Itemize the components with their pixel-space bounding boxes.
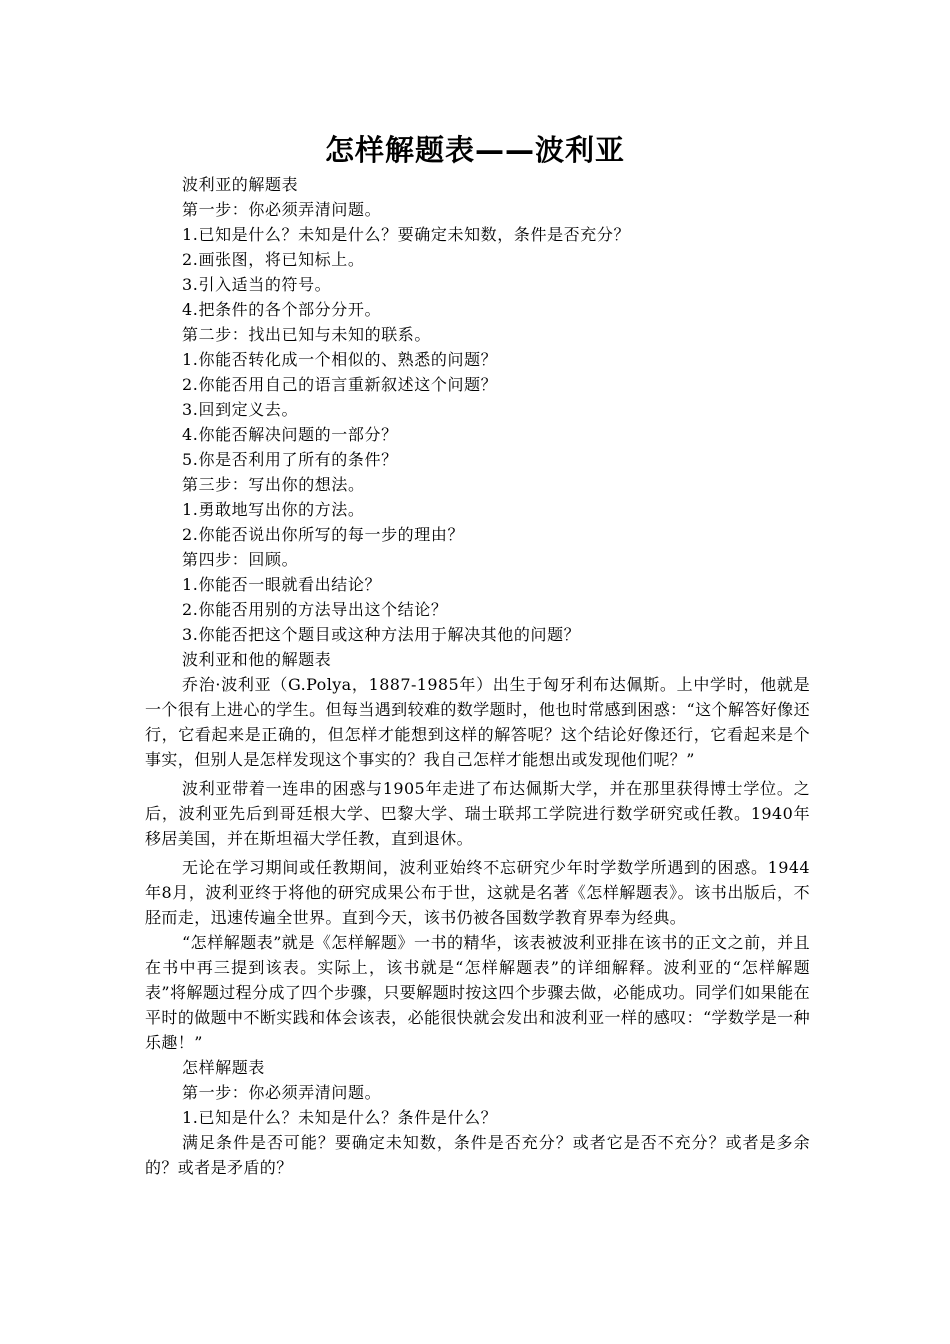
- list-item: 3.回到定义去。: [182, 400, 299, 419]
- list-item: 4.把条件的各个部分分开。: [182, 300, 382, 319]
- body-paragraph: 波利亚带着一连串的困惑与1905年走进了布达佩斯大学，并在那里获得博士学位。之后，波利亚先后到哥廷根大学、巴黎大学、瑞士联邦工学院进行数学研究或任教。1940年移居美国，并在斯坦福大学任教，直到退休。: [145, 779, 810, 848]
- document-title: 怎样解题表——波利亚: [324, 133, 625, 167]
- step-heading: 第三步：写出你的想法。: [182, 475, 365, 494]
- section-heading: 波利亚的解题表: [182, 175, 299, 194]
- section-heading: 波利亚和他的解题表: [182, 650, 332, 669]
- list-item: 1.勇敢地写出你的方法。: [182, 500, 365, 519]
- step-heading: 第二步：找出已知与未知的联系。: [182, 325, 432, 344]
- list-item: 2.你能否用自己的语言重新叙述这个问题？: [182, 375, 498, 394]
- list-item: 3.你能否把这个题目或这种方法用于解决其他的问题？: [182, 625, 581, 644]
- list-item: 1.已知是什么？未知是什么？条件是什么？: [182, 1108, 498, 1127]
- list-item: 4.你能否解决问题的一部分？: [182, 425, 398, 444]
- document-body: [145, 172, 810, 1180]
- list-item: 2.你能否用别的方法导出这个结论？: [182, 600, 448, 619]
- section-heading: 怎样解题表: [182, 1058, 266, 1077]
- list-item: 1.你能否转化成一个相似的、熟悉的问题？: [182, 350, 498, 369]
- step-heading: 第四步：回顾。: [182, 550, 299, 569]
- list-item: 1.你能否一眼就看出结论？: [182, 575, 382, 594]
- list-item: 1.已知是什么？未知是什么？要确定未知数，条件是否充分？: [182, 225, 631, 244]
- step-heading: 第一步：你必须弄清问题。: [182, 1083, 382, 1102]
- list-item: 5.你是否利用了所有的条件？: [182, 450, 398, 469]
- body-paragraph: “怎样解题表”就是《怎样解题》一书的精华，该表被波利亚排在该书的正文之前，并且在书中再三提到该表。实际上，该书就是“怎样解题表”的详细解释。波利亚的“怎样解题表”将解题过程分成了四个步骤，只要解题时按这四个步骤去做，必能成功。同学们如果能在平时的做题中不断实践和体会该表，必能很快就会发出和波利亚一样的感叹：“学数学是一种乐趣！”: [145, 933, 810, 1052]
- body-paragraph: 无论在学习期间或任教期间，波利亚始终不忘研究少年时学数学所遇到的困惑。1944年8月，波利亚终于将他的研究成果公布于世，这就是名著《怎样解题表》。该书出版后，不胫而走，迅速传遍全世界。直到今天，该书仍被各国数学教育界奉为经典。: [145, 858, 810, 927]
- body-paragraph: 满足条件是否可能？要确定未知数，条件是否充分？或者它是否不充分？或者是多余的？或者是矛盾的？: [145, 1133, 810, 1177]
- body-paragraph: 乔治·波利亚（G.Polya，1887-1985年）出生于匈牙利布达佩斯。上中学时，他就是一个很有上进心的学生。但每当遇到较难的数学题时，他也时常感到困惑：“这个解答好像还行，它看起来是正确的，但怎样才能想到这样的解答呢？这个结论好像还行，它看起来是个事实，但别人是怎样发现这个事实的？我自己怎样才能想出或发现他们呢？”: [145, 675, 810, 769]
- list-item: 2.画张图，将已知标上。: [182, 250, 365, 269]
- step-heading: 第一步：你必须弄清问题。: [182, 200, 382, 219]
- list-item: 3.引入适当的符号。: [182, 275, 332, 294]
- list-item: 2.你能否说出你所写的每一步的理由？: [182, 525, 465, 544]
